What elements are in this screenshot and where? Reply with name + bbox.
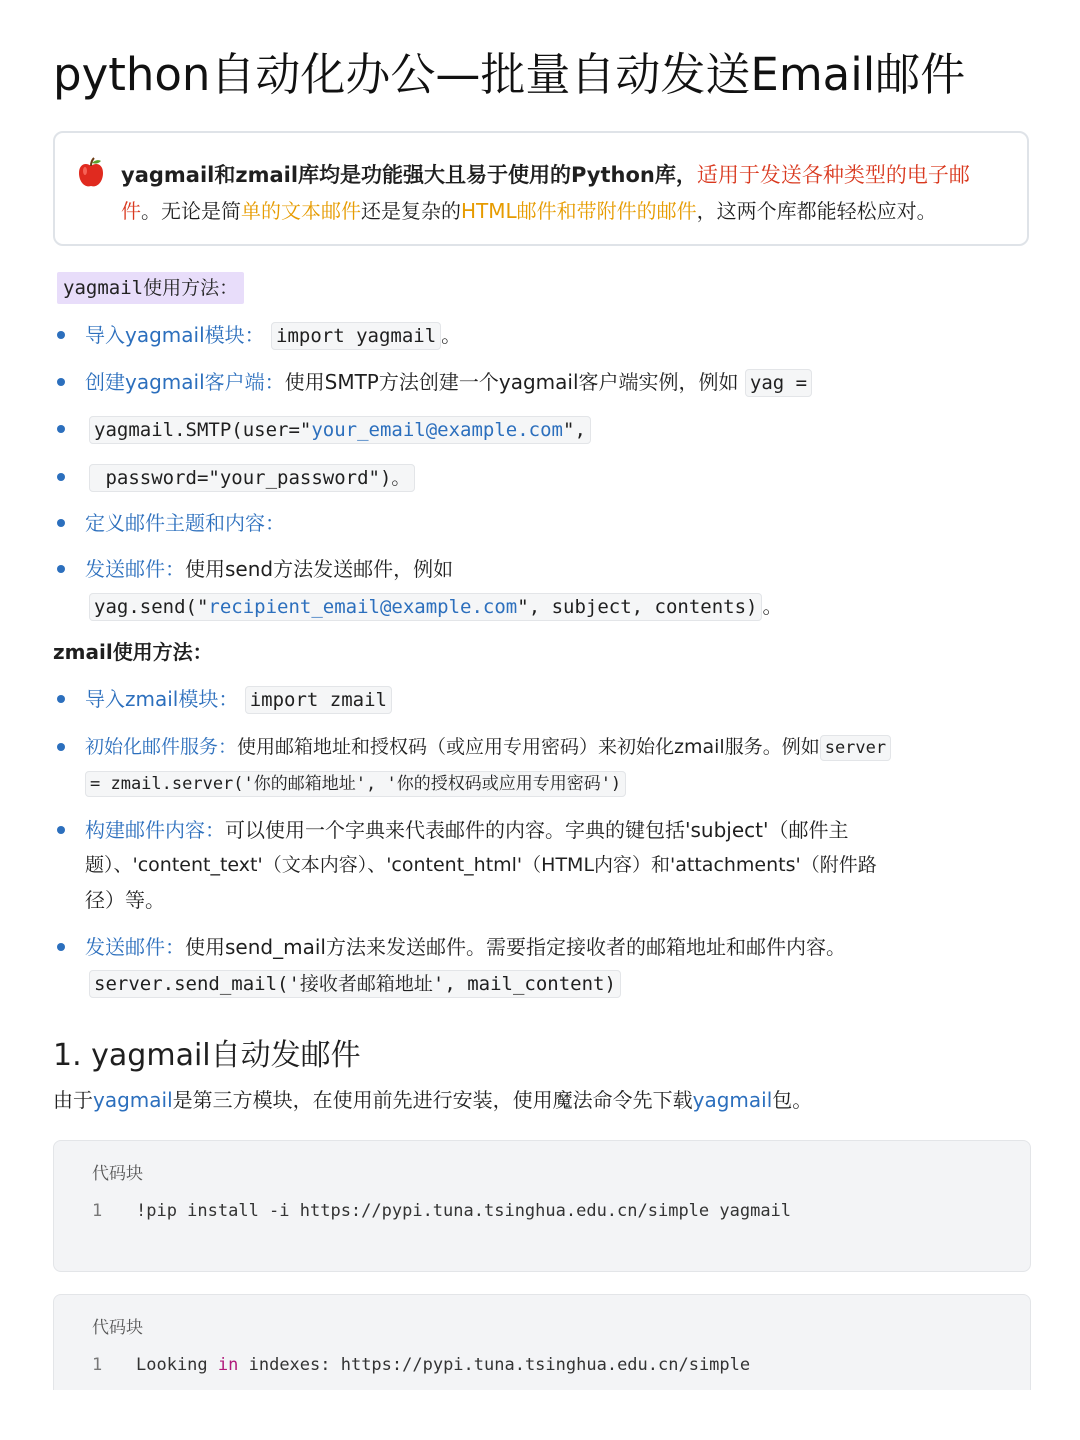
code-url: recipient_email@example.com: [208, 596, 518, 618]
inline-code: yag =: [745, 369, 812, 397]
code-block-caption: 代码块: [92, 1318, 143, 1338]
callout-orange-text-2: HTML邮件和带附件的邮件: [461, 199, 697, 223]
callout-red-text: 适用于发送各种类型的电子邮: [696, 163, 970, 187]
section-heading: 1. yagmail自动发邮件: [53, 1038, 361, 1073]
callout-line-2: [121, 195, 937, 224]
list-item-label: 导入zmail模块：: [85, 687, 239, 711]
callout-text-3: 还是复杂的: [361, 199, 461, 223]
code-text: ", subject, contents): [517, 596, 758, 618]
callout-text-2: 。无论是简: [141, 199, 241, 223]
code-text: ",: [563, 419, 586, 441]
inline-code: server: [820, 735, 891, 761]
page-bottom-mask: [0, 1390, 1080, 1440]
bullet-dot: [57, 565, 65, 573]
list-item-text: 使用SMTP方法创建一个yagmail客户端实例，例如: [284, 370, 739, 394]
code-line: !pip install -i https://pypi.tuna.tsinghua.edu.cn/simple yagmail: [136, 1201, 792, 1221]
list-item-text: 可以使用一个字典来代表邮件的内容。字典的键包括'subject'（邮件主: [225, 818, 849, 842]
list-item-suffix: 。: [762, 594, 783, 618]
yagmail-link[interactable]: yagmail: [93, 1088, 173, 1112]
info-callout: [53, 131, 1029, 246]
callout-red-text-2: 件: [121, 199, 141, 223]
list-item-suffix: 。: [441, 323, 462, 347]
inline-code: import zmail: [245, 686, 392, 714]
list-item-label: 初始化邮件服务：: [85, 736, 238, 758]
code-line: [136, 1355, 750, 1375]
code-text: yagmail.SMTP(user=": [94, 419, 312, 441]
bullet-dot: [57, 425, 65, 433]
bullet-dot: [57, 378, 65, 386]
callout-text-4: ，这两个库都能轻松应对。: [696, 199, 937, 223]
inline-code: server.send_mail('接收者邮箱地址', mail_content): [89, 970, 621, 998]
list-item-text: 径）等。: [85, 888, 165, 912]
bullet-dot: [57, 695, 65, 703]
bullet-dot: [57, 943, 65, 951]
code-url: your_email@example.com: [311, 419, 564, 441]
line-number: 1: [92, 1201, 103, 1221]
list-item-label: 构建邮件内容：: [85, 818, 225, 842]
bullet-dot: [57, 331, 65, 339]
bullet-dot: [57, 473, 65, 481]
list-item-label: 创建yagmail客户端：: [85, 370, 285, 394]
callout-bold-text: yagmail和zmail库均是功能强大且易于使用的Python库，: [121, 163, 697, 187]
section-intro: [53, 1084, 812, 1113]
bullet-dot: [57, 519, 65, 527]
code-text: yag.send(": [94, 596, 209, 618]
line-number: 1: [92, 1355, 103, 1375]
list-item-text: 使用send_mail方法来发送邮件。需要指定接收者的邮箱地址和邮件内容。: [185, 935, 846, 959]
list-item-label: 定义邮件主题和内容：: [85, 511, 285, 535]
inline-code: import yagmail: [271, 322, 441, 350]
list-item-text: 题）、'content_text'（文本内容）、'content_html'（HTML内容）和'attachments'（附件路: [85, 854, 877, 876]
inline-code: [89, 416, 591, 444]
page-title: python自动化办公—批量自动发送Email邮件: [53, 48, 966, 101]
code-block-caption: 代码块: [92, 1164, 143, 1184]
code-text: indexes: https://pypi.tuna.tsinghua.edu.cn/simple: [238, 1355, 751, 1375]
list-item-text: 使用send方法发送邮件，例如: [185, 557, 454, 581]
apple-icon: [77, 157, 105, 189]
intro-text: 是第三方模块，在使用前先进行安装，使用魔法命令先下载: [172, 1088, 693, 1112]
inline-code: [89, 593, 762, 621]
code-keyword: in: [217, 1355, 239, 1375]
bullet-dot: [57, 743, 65, 751]
intro-text: 由于: [53, 1088, 93, 1112]
list-item-label: 导入yagmail模块：: [85, 323, 265, 347]
list-item-label: 发送邮件：: [85, 935, 185, 959]
code-block[interactable]: [53, 1140, 1031, 1272]
inline-code: = zmail.server('你的邮箱地址', '你的授权码或应用专用密码'): [85, 771, 626, 797]
code-text: Looking: [136, 1355, 218, 1375]
yagmail-link[interactable]: yagmail: [692, 1088, 773, 1112]
list-item-label: 发送邮件：: [85, 557, 185, 581]
intro-text: 包。: [772, 1088, 813, 1112]
inline-code: password="your_password")。: [89, 464, 415, 492]
callout-orange-text-1: 单的文本邮件: [241, 199, 361, 223]
bullet-dot: [57, 826, 65, 834]
zmail-usage-heading: zmail使用方法：: [53, 640, 213, 664]
callout-line-1: [121, 159, 970, 189]
yagmail-usage-tag: yagmail使用方法：: [57, 272, 244, 304]
list-item-text: 使用邮箱地址和授权码（或应用专用密码）来初始化zmail服务。例如: [237, 736, 820, 758]
